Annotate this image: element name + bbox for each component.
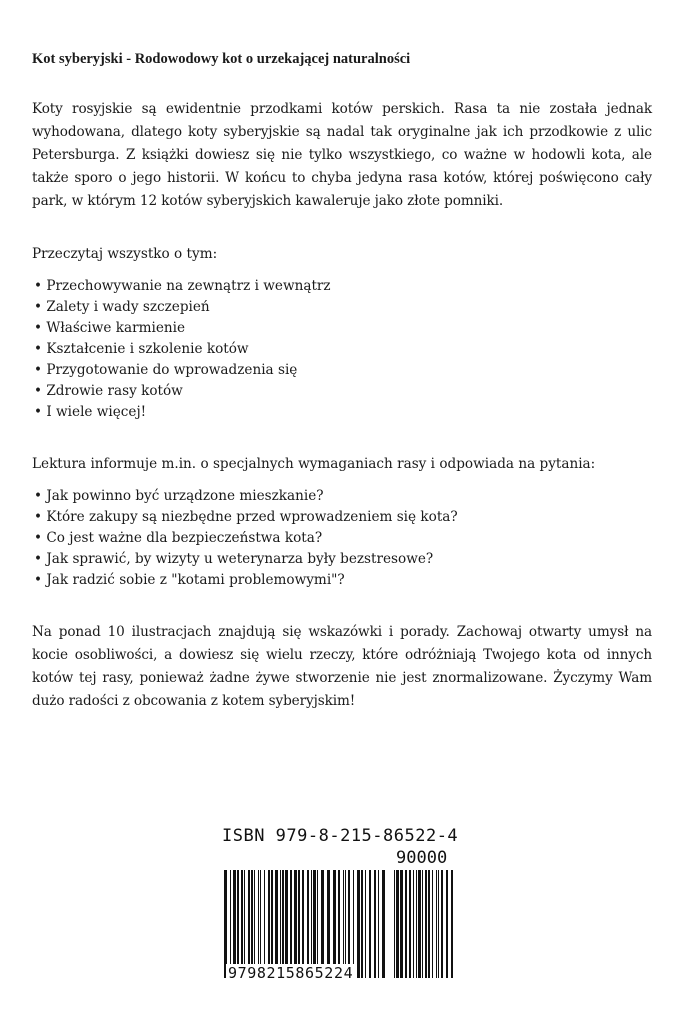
isbn-label: ISBN 979-8-215-86522-4 [222, 826, 459, 846]
barcode-bar [280, 870, 281, 978]
barcode-bar [307, 870, 309, 978]
barcode-addon-bar [400, 870, 403, 978]
barcode-bar [260, 870, 261, 978]
barcode-bar [237, 870, 239, 978]
barcode-bar [333, 870, 336, 978]
list-item: • Jak powinno być urządzone mieszkanie? [32, 486, 652, 507]
barcode-bar [271, 870, 273, 978]
barcode-bar [298, 870, 300, 978]
barcode-bar [244, 870, 245, 978]
barcode-addon-bar [441, 870, 443, 978]
barcode-bar [268, 870, 270, 978]
barcode-bar [378, 870, 379, 978]
barcode-bar [313, 870, 316, 978]
barcode-bar [230, 870, 231, 978]
barcode-bar [290, 870, 292, 978]
list-item: • Co jest ważne dla bezpieczeństwa kota? [32, 528, 652, 549]
list-item: • I wiele więcej! [32, 402, 652, 423]
barcode-bar [241, 870, 243, 978]
barcode-addon-bar [396, 870, 399, 978]
isbn-barcode [222, 826, 462, 986]
barcode-bar [258, 870, 259, 978]
barcode-bar [302, 870, 304, 978]
barcode-digits: 9798215865224 [228, 964, 354, 982]
barcode-bar [353, 870, 354, 978]
barcode-bar [382, 870, 385, 978]
barcode-bar [345, 870, 346, 978]
barcode-bar [264, 870, 265, 978]
barcode-bar [282, 870, 284, 978]
barcode-bar [321, 870, 324, 978]
back-cover-text [32, 48, 652, 713]
barcode-addon-bar [438, 870, 439, 978]
barcode-addon-bar [394, 870, 395, 978]
list-item: • Zalety i wady szczepień [32, 297, 652, 318]
barcode-addon-bar [432, 870, 433, 978]
barcode-addon-bars-icon [392, 870, 460, 978]
book-title: Kot syberyjski - Rodowodowy kot o urzekającej naturalności [32, 51, 411, 67]
topics-list [32, 276, 652, 423]
intro-paragraph: Koty rosyjskie są ewidentnie przodkami kotów perskich. Rasa ta nie została jednak wyhodowana, dlatego koty syberyjskie są nadal tak oryginalne jak ich przodkowie z ulic Petersburga. Z książki dowiesz się nie tylko wszystkiego, co ważne w hodowli kota, ale także sporo o jego historii. W końcu to chyba jedyna rasa kotów, której poświęcono cały park, w którym 12 kotów syberyjskich kawaleruje jako złote pomniki. [32, 101, 652, 209]
barcode-addon-bar [413, 870, 414, 978]
barcode-bars-icon [222, 870, 388, 978]
barcode-bar [248, 870, 250, 978]
barcode-bar [343, 870, 344, 978]
barcode-addon-bar [428, 870, 430, 978]
topics-lead: Przeczytaj wszystko o tym: [32, 246, 218, 262]
list-item: • Kształcenie i szkolenie kotów [32, 339, 652, 360]
barcode-addon-bar [451, 870, 453, 978]
barcode-bar [369, 870, 371, 978]
price-code: 90000 [396, 848, 448, 868]
barcode-bar [285, 870, 288, 978]
barcode-addon-bar [425, 870, 427, 978]
barcode-bar [357, 870, 360, 978]
questions-lead: Lektura informuje m.in. o specjalnych wymaganiach rasy i odpowiada na pytania: [32, 456, 596, 472]
list-item: • Jak sprawić, by wizyty u weterynarza były bezstresowe? [32, 549, 652, 570]
barcode-bar [254, 870, 255, 978]
barcode-bar [251, 870, 253, 978]
barcode-addon-bar [436, 870, 437, 978]
barcode-bar [374, 870, 376, 978]
barcode-bar [338, 870, 340, 978]
barcode-addon-bar [405, 870, 407, 978]
list-item: • Przygotowanie do wprowadzenia się [32, 360, 652, 381]
barcode-bar [327, 870, 330, 978]
barcode-bar [361, 870, 363, 978]
barcode-bar [224, 870, 227, 978]
barcode-bar [365, 870, 366, 978]
barcode-bar [348, 870, 350, 978]
list-item: • Przechowywanie na zewnątrz i wewnątrz [32, 276, 652, 297]
barcode-addon-bar [446, 870, 448, 978]
barcode-bar [311, 870, 312, 978]
barcode-bar [294, 870, 297, 978]
list-item: • Które zakupy są niezbędne przed wprowadzeniem się kota? [32, 507, 652, 528]
closing-paragraph: Na ponad 10 ilustracjach znajdują się wskazówki i porady. Zachowaj otwarty umysł na kocie osobliwości, a dowiesz się wielu rzeczy, które odróżniają Twojego kota od innych kotów tej rasy, ponieważ żadne żywe stworzenie nie jest znormalizowane. Życzymy Wam dużo radości z obcowania z kotem syberyjskim! [32, 624, 652, 709]
barcode-addon-bar [422, 870, 423, 978]
list-item: • Właściwe karmienie [32, 318, 652, 339]
barcode-bar [275, 870, 278, 978]
barcode-bar [233, 870, 236, 978]
questions-list [32, 486, 652, 591]
list-item: • Zdrowie rasy kotów [32, 381, 652, 402]
barcode-bar [317, 870, 318, 978]
barcode-addon-bar [416, 870, 417, 978]
barcode-addon-bar [409, 870, 411, 978]
list-item: • Jak radzić sobie z "kotami problemowymi"? [32, 570, 652, 591]
barcode-addon-bar [418, 870, 421, 978]
